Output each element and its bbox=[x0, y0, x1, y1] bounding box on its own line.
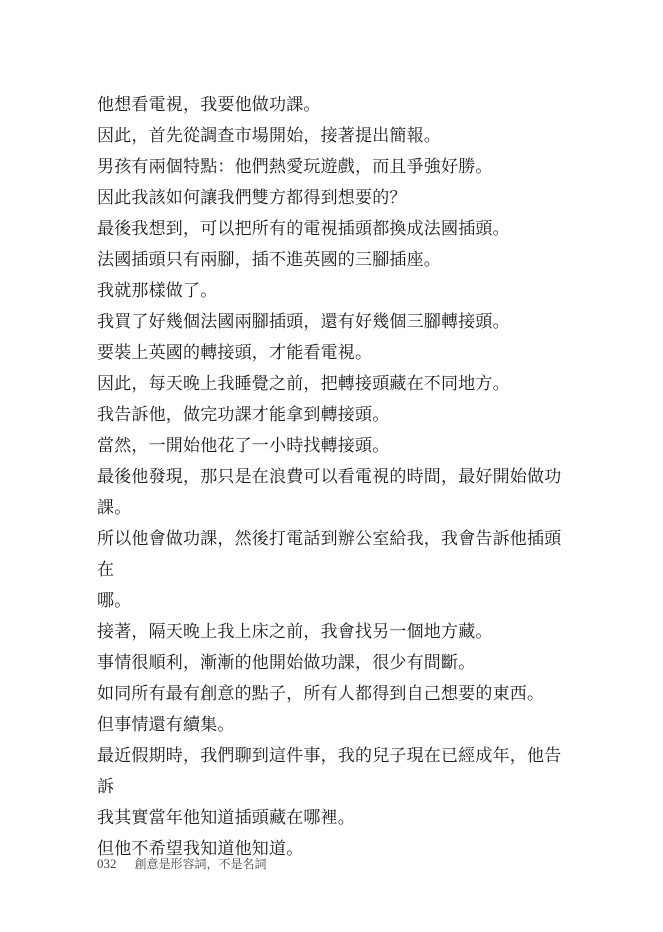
paragraph: 所以他會做功課，然後打電話到辦公室給我，我會告訴他插頭在 哪。 bbox=[97, 529, 562, 611]
paragraph: 因此，首先從調查市場開始，接著提出簡報。 bbox=[97, 126, 441, 146]
paragraph: 接著，隔天晚上我上床之前，我會找另一個地方藏。 bbox=[97, 622, 493, 642]
body-text bbox=[97, 90, 567, 865]
paragraph: 最後他發現，那只是在浪費可以看電視的時間，最好開始做功 課。 bbox=[97, 467, 562, 518]
paragraph: 當然，一開始他花了一小時找轉接頭。 bbox=[97, 436, 390, 456]
paragraph: 因此，每天晚上我睡覺之前，把轉接頭藏在不同地方。 bbox=[97, 374, 510, 394]
page-footer bbox=[97, 855, 267, 872]
paragraph: 我就那樣做了。 bbox=[97, 281, 218, 301]
paragraph: 但他不希望我知道他知道。 bbox=[97, 839, 304, 859]
paragraph: 要裝上英國的轉接頭，才能看電視。 bbox=[97, 343, 373, 363]
paragraph: 我告訴他，做完功課才能拿到轉接頭。 bbox=[97, 405, 390, 425]
paragraph: 男孩有兩個特點：他們熱愛玩遊戲，而且爭強好勝。 bbox=[97, 157, 493, 177]
paragraph: 我買了好幾個法國兩腳插頭，還有好幾個三腳轉接頭。 bbox=[97, 312, 510, 332]
paragraph: 最後我想到，可以把所有的電視插頭都換成法國插頭。 bbox=[97, 219, 510, 239]
page-number: 032 bbox=[97, 856, 117, 871]
running-title: 創意是形容詞，不是名詞 bbox=[134, 857, 267, 871]
paragraph: 因此我該如何讓我們雙方都得到想要的？ bbox=[97, 188, 407, 208]
paragraph: 他想看電視，我要他做功課。 bbox=[97, 95, 321, 115]
paragraph: 如同所有最有創意的點子，所有人都得到自己想要的東西。 bbox=[97, 684, 545, 704]
paragraph: 事情很順利，漸漸的他開始做功課，很少有間斷。 bbox=[97, 653, 476, 673]
paragraph: 法國插頭只有兩腳，插不進英國的三腳插座。 bbox=[97, 250, 441, 270]
paragraph: 最近假期時，我們聊到這件事，我的兒子現在已經成年，他告訴 我其實當年他知道插頭藏在哪裡。 bbox=[97, 746, 562, 828]
paragraph: 但事情還有續集。 bbox=[97, 715, 235, 735]
